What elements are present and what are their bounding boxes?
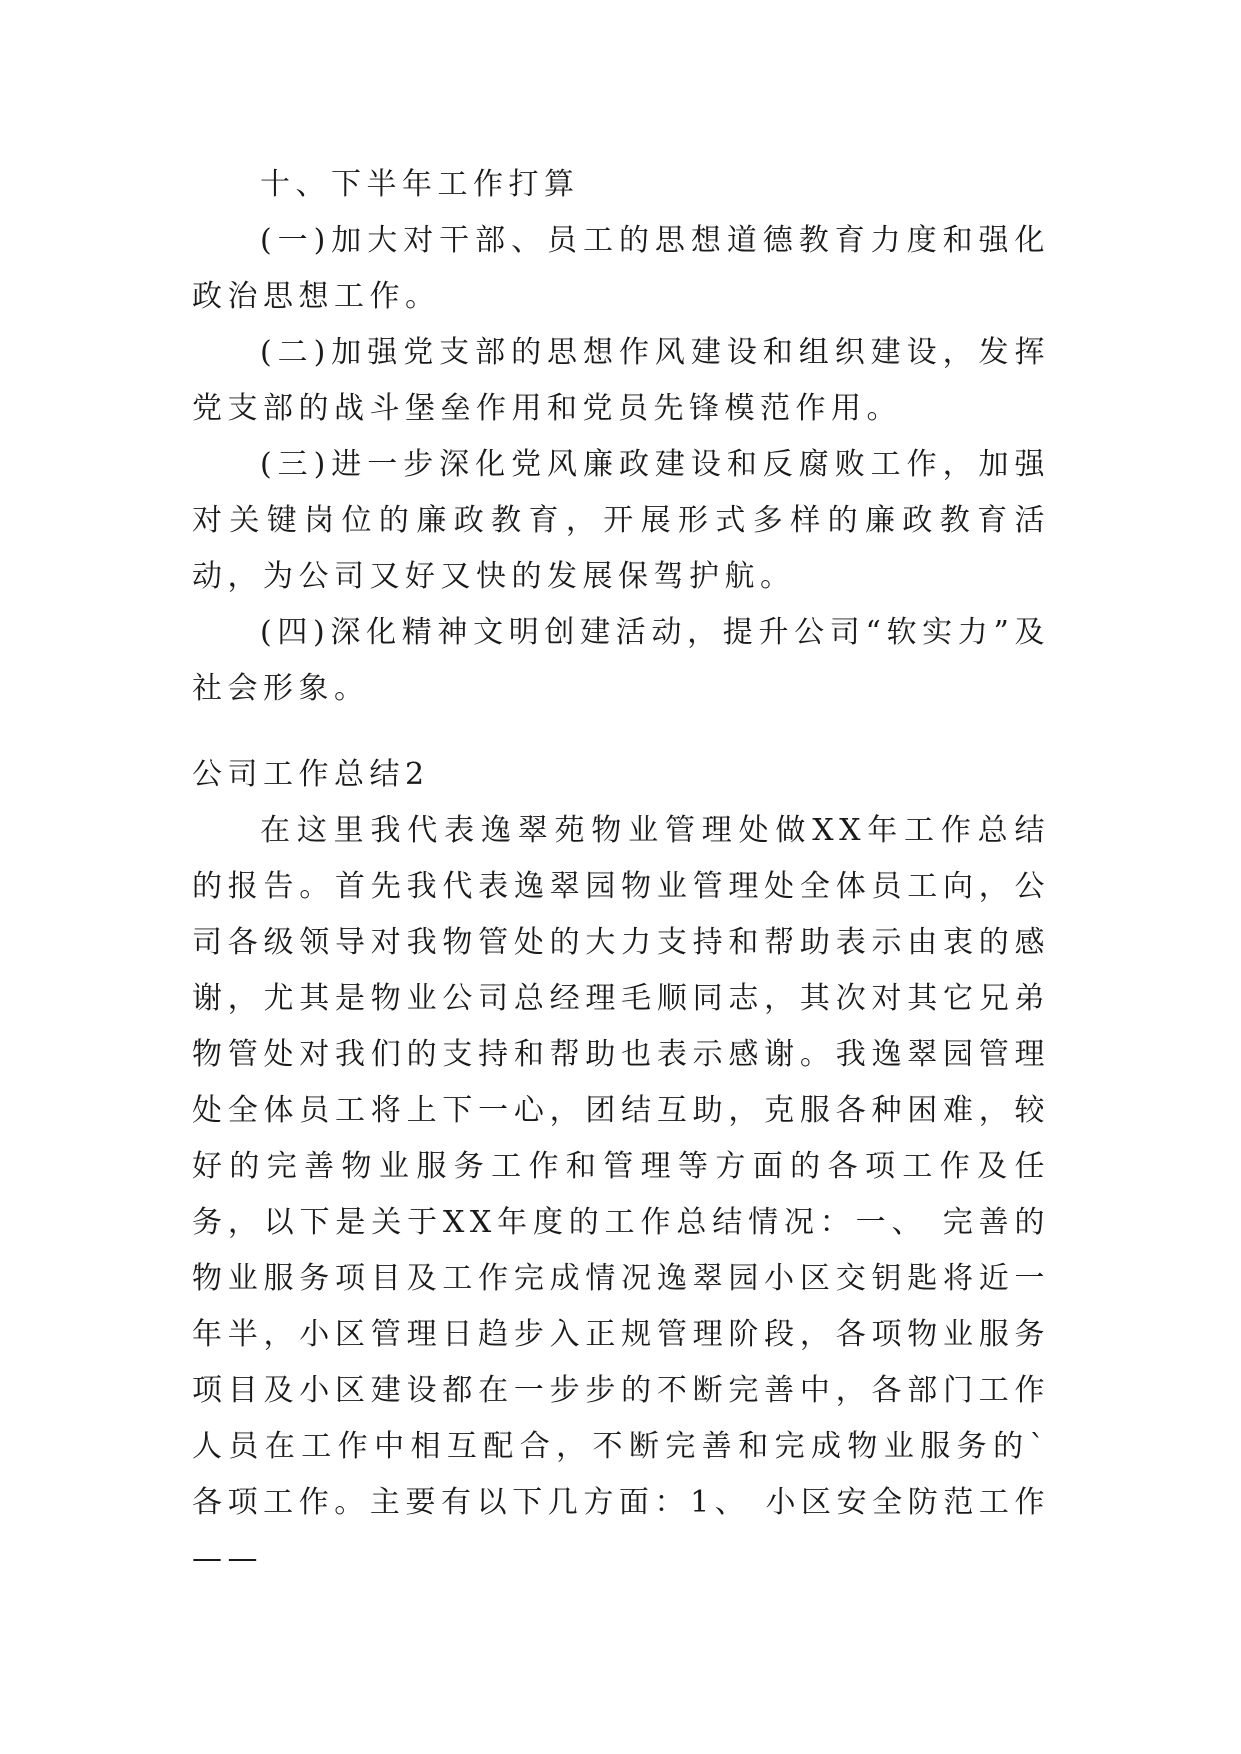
plan-item-4: (四)深化精神文明创建活动，提升公司“软实力”及社会形象。 bbox=[192, 615, 1050, 706]
section-work-plan bbox=[192, 157, 1050, 717]
plan-item-3: (三)进一步深化党风廉政建设和反腐败工作，加强对关键岗位的廉政教育，开展形式多样的廉政教育活动，为公司又好又快的发展保驾护航。 bbox=[192, 447, 1050, 594]
summary-title: 公司工作总结2 bbox=[192, 757, 430, 792]
plan-item-1: (一)加大对干部、员工的思想道德教育力度和强化政治思想工作。 bbox=[192, 223, 1050, 314]
summary-body: 在这里我代表逸翠苑物业管理处做XX年工作总结的报告。首先我代表逸翠园物业管理处全体员工向，公司各级领导对我物管处的大力支持和帮助表示由衷的感谢，尤其是物业公司总经理毛顺同志，其次对其它兄弟物管处对我们的支持和帮助也表示感谢。我逸翠园管理处全体员工将上下一心，团结互助，克服各种困难，较好的完善物业服务工作和管理等方面的各项工作及任务，以下是关于XX年度的工作总结情况：一、 完善的物业服务项目及工作完成情况逸翠园小区交钥匙将近一年半，小区管理日趋步入正规管理阶段，各项物业服务项目及小区建设都在一步步的不断完善中，各部门工作人员在工作中相互配合，不断完善和完成物业服务的`各项工作。主要有以下几方面：1、 小区安全防范工作—— bbox=[192, 813, 1050, 1576]
section-heading: 十、下半年工作打算 bbox=[260, 167, 580, 202]
plan-item-2: (二)加强党支部的思想作风建设和组织建设，发挥党支部的战斗堡垒作用和党员先锋模范作用。 bbox=[192, 335, 1050, 426]
section-summary-2 bbox=[192, 747, 1050, 1587]
